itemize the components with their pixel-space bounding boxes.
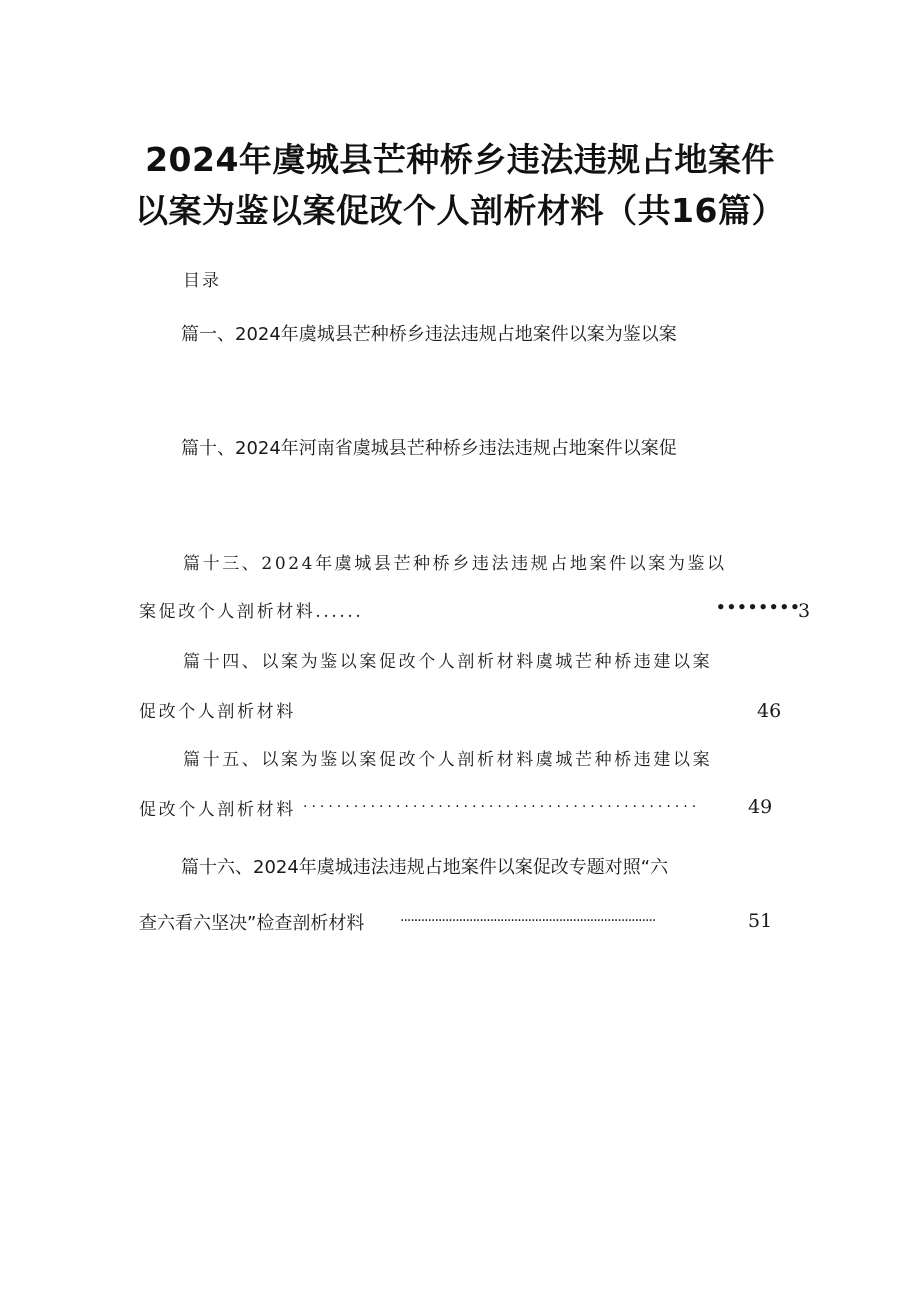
toc-entry-5-line-1[interactable]: 篇十五、以案为鉴以案促改个人剖析材料虞城芒种桥违建以案 — [183, 750, 713, 770]
toc-entry-3-line-1[interactable]: 篇十三、2024年虞城县芒种桥乡违法违规占地案件以案为鉴以 — [183, 554, 727, 574]
toc-entry-6-page-number[interactable]: 51 — [748, 910, 773, 932]
toc-entry-6-leader: .......................................................................... — [400, 909, 656, 925]
toc-entry-6-line-2[interactable]: 查六看六坚决”检查剖析材料 — [139, 913, 365, 934]
document-title-line-1: 2024年虞城县芒种桥乡违法违规占地案件 — [145, 140, 775, 179]
toc-label: 目录 — [183, 271, 221, 291]
toc-entry-5-leader: ............................................... — [303, 795, 701, 811]
toc-entry-3-leader: •••••••• — [716, 598, 801, 616]
toc-entry-5-page-number[interactable]: 49 — [748, 796, 773, 818]
toc-entry-3-line-2[interactable]: 案促改个人剖析材料...... — [139, 602, 364, 622]
toc-entry-4-page-number[interactable]: 46 — [757, 700, 782, 722]
toc-entry-4-line-1[interactable]: 篇十四、以案为鉴以案促改个人剖析材料虞城芒种桥违建以案 — [183, 652, 713, 672]
toc-entry-5-line-2[interactable]: 促改个人剖析材料 — [139, 800, 296, 820]
toc-entry-6-line-1[interactable]: 篇十六、2024年虞城违法违规占地案件以案促改专题对照“六 — [181, 857, 669, 878]
toc-entry-4-line-2[interactable]: 促改个人剖析材料 — [139, 702, 296, 722]
toc-entry-3-page-number[interactable]: 3 — [798, 600, 811, 622]
document-title-line-2: 以案为鉴以案促改个人剖析材料（共16篇） — [135, 191, 785, 230]
toc-entry-1[interactable]: 篇一、2024年虞城县芒种桥乡违法违规占地案件以案为鉴以案 — [181, 324, 677, 345]
toc-entry-2[interactable]: 篇十、2024年河南省虞城县芒种桥乡违法违规占地案件以案促 — [181, 438, 677, 459]
